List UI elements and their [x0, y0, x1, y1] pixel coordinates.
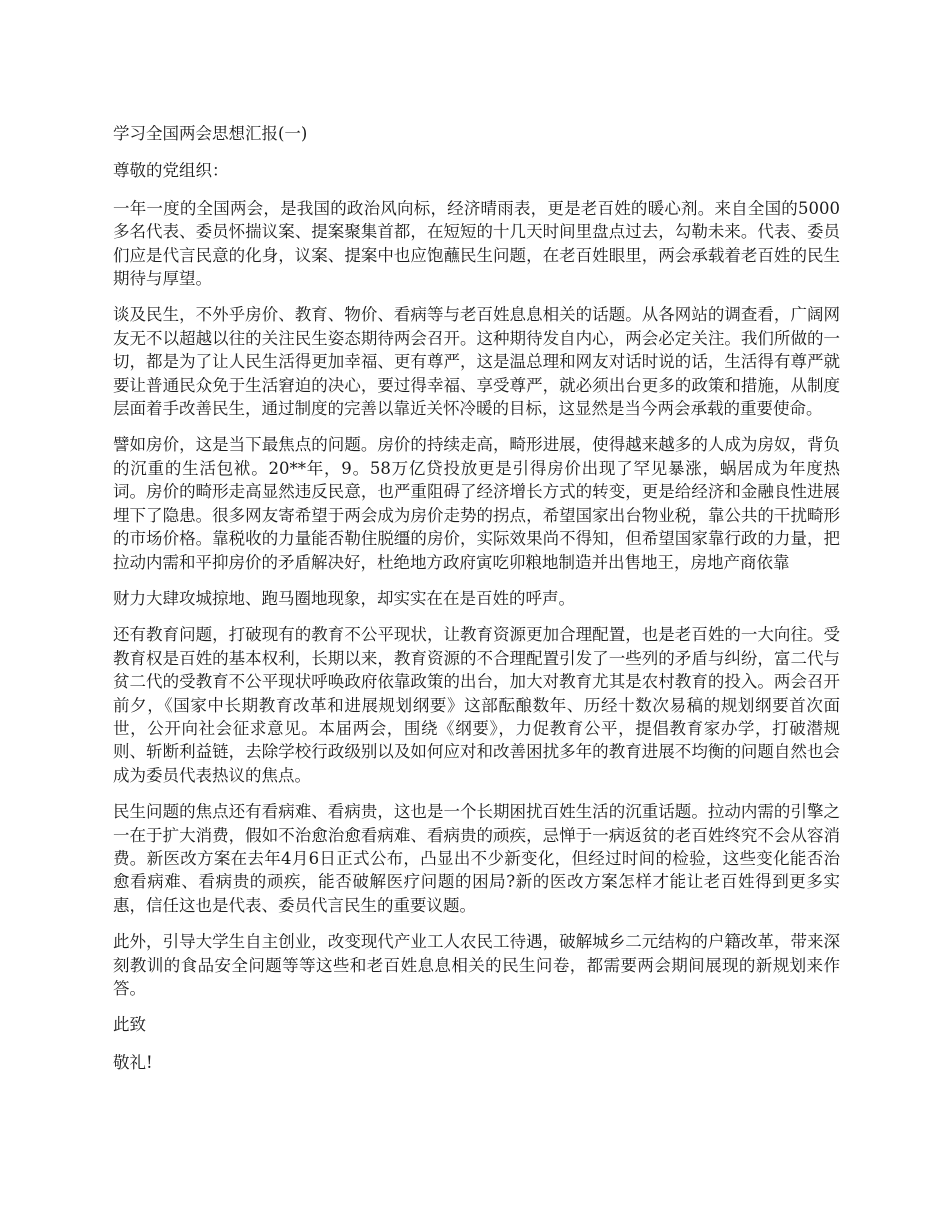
- document-page: [113, 122, 840, 1088]
- paragraph-livelihood: 谈及民生，不外乎房价、教育、物价、看病等与老百姓息息相关的话题。从各网站的调查看，广阔网友无不以超越以往的关注民生姿态期待两会召开。这种期待发自内心，两会必定关注。我们所做的一切，都是为了让人民生活得更加幸福、更有尊严，这是温总理和网友对话时说的话，生活得有尊严就要让普通民众免于生活窘迫的决心，要过得幸福、享受尊严，就必须出台更多的政策和措施，从制度层面着手改善民生，通过制度的完善以靠近关怀冷暖的目标，这显然是当今两会承载的重要使命。: [113, 305, 840, 419]
- paragraph-education: 还有教育问题，打破现有的教育不公平现状，让教育资源更加合理配置，也是老百姓的一大向往。受教育权是百姓的基本权利，长期以来，教育资源的不合理配置引发了一些列的矛盾与纠纷，富二代与贫二代的受教育不公平现状呼唤政府依靠政策的出台，加大对教育尤其是农村教育的投入。两会召开前夕，《国家中长期教育改革和进展规划纲要》这部酝酿数年、历经十数次易稿的规划纲要首次面世，公开向社会征求意见。本届两会，围绕《纲要》，力促教育公平，提倡教育家办学，打破潜规则、斩断利益链，去除学校行政级别以及如何应对和改善困扰多年的教育进展不均衡的问题自然也会成为委员代表热议的焦点。: [113, 625, 840, 785]
- closing-salute: 敬礼!: [113, 1052, 153, 1072]
- closing-regards: 此致: [113, 1015, 146, 1035]
- salutation: 尊敬的党组织：: [113, 161, 229, 181]
- paragraph-other-issues: 此外，引导大学生自主创业，改变现代产业工人农民工待遇，破解城乡二元结构的户籍改革，带来深刻教训的食品安全问题等等这些和老百姓息息相关的民生问卷，都需要两会期间展现的新规划来作答。: [113, 932, 840, 998]
- document-title: 学习全国两会思想汇报(一): [113, 124, 308, 143]
- paragraph-intro: 一年一度的全国两会，是我国的政治风向标，经济晴雨表，更是老百姓的暖心剂。来自全国的5000多名代表、委员怀揣议案、提案聚集首都，在短短的十几天时间里盘点过去，勾勒未来。代表、委员们应是代言民意的化身，议案、提案中也应饱蘸民生问题，在老百姓眼里，两会承载着老百姓的民生期待与厚望。: [113, 198, 840, 289]
- paragraph-healthcare: 民生问题的焦点还有看病难、看病贵，这也是一个长期困扰百姓生活的沉重话题。拉动内需的引擎之一在于扩大消费，假如不治愈治愈看病难、看病贵的顽疾，忌惮于一病返贫的老百姓终究不会从容消费。新医改方案在去年4月6日正式公布，凸显出不少新变化，但经过时间的检验，这些变化能否治愈看病难、看病贵的顽疾，能否破解医疗问题的困局?新的医改方案怎样才能让老百姓得到更多实惠，信任这也是代表、委员代言民生的重要议题。: [113, 802, 840, 915]
- paragraph-housing: 譬如房价，这是当下最焦点的问题。房价的持续走高，畸形进展，使得越来越多的人成为房奴，背负的沉重的生活包袱。20**年，9。58万亿贷投放更是引得房价出现了罕见暴涨，蜗居成为年度热词。房价的畸形走高显然违反民意，也严重阻碍了经济增长方式的转变，更是给经济和金融良性进展埋下了隐患。很多网友寄希望于两会成为房价走势的拐点，希望国家出台物业税，靠公共的干扰畸形的市场价格。靠税收的力量能否勒住脱缰的房价，实际效果尚不得知，但希望国家靠行政的力量，把拉动内需和平抑房价的矛盾解决好，杜绝地方政府寅吃卯粮地制造并出售地王，房地产商依靠: [113, 435, 840, 572]
- paragraph-housing-continued: 财力大肆攻城掠地、跑马圈地现象，却实实在在是百姓的呼声。: [113, 588, 575, 608]
